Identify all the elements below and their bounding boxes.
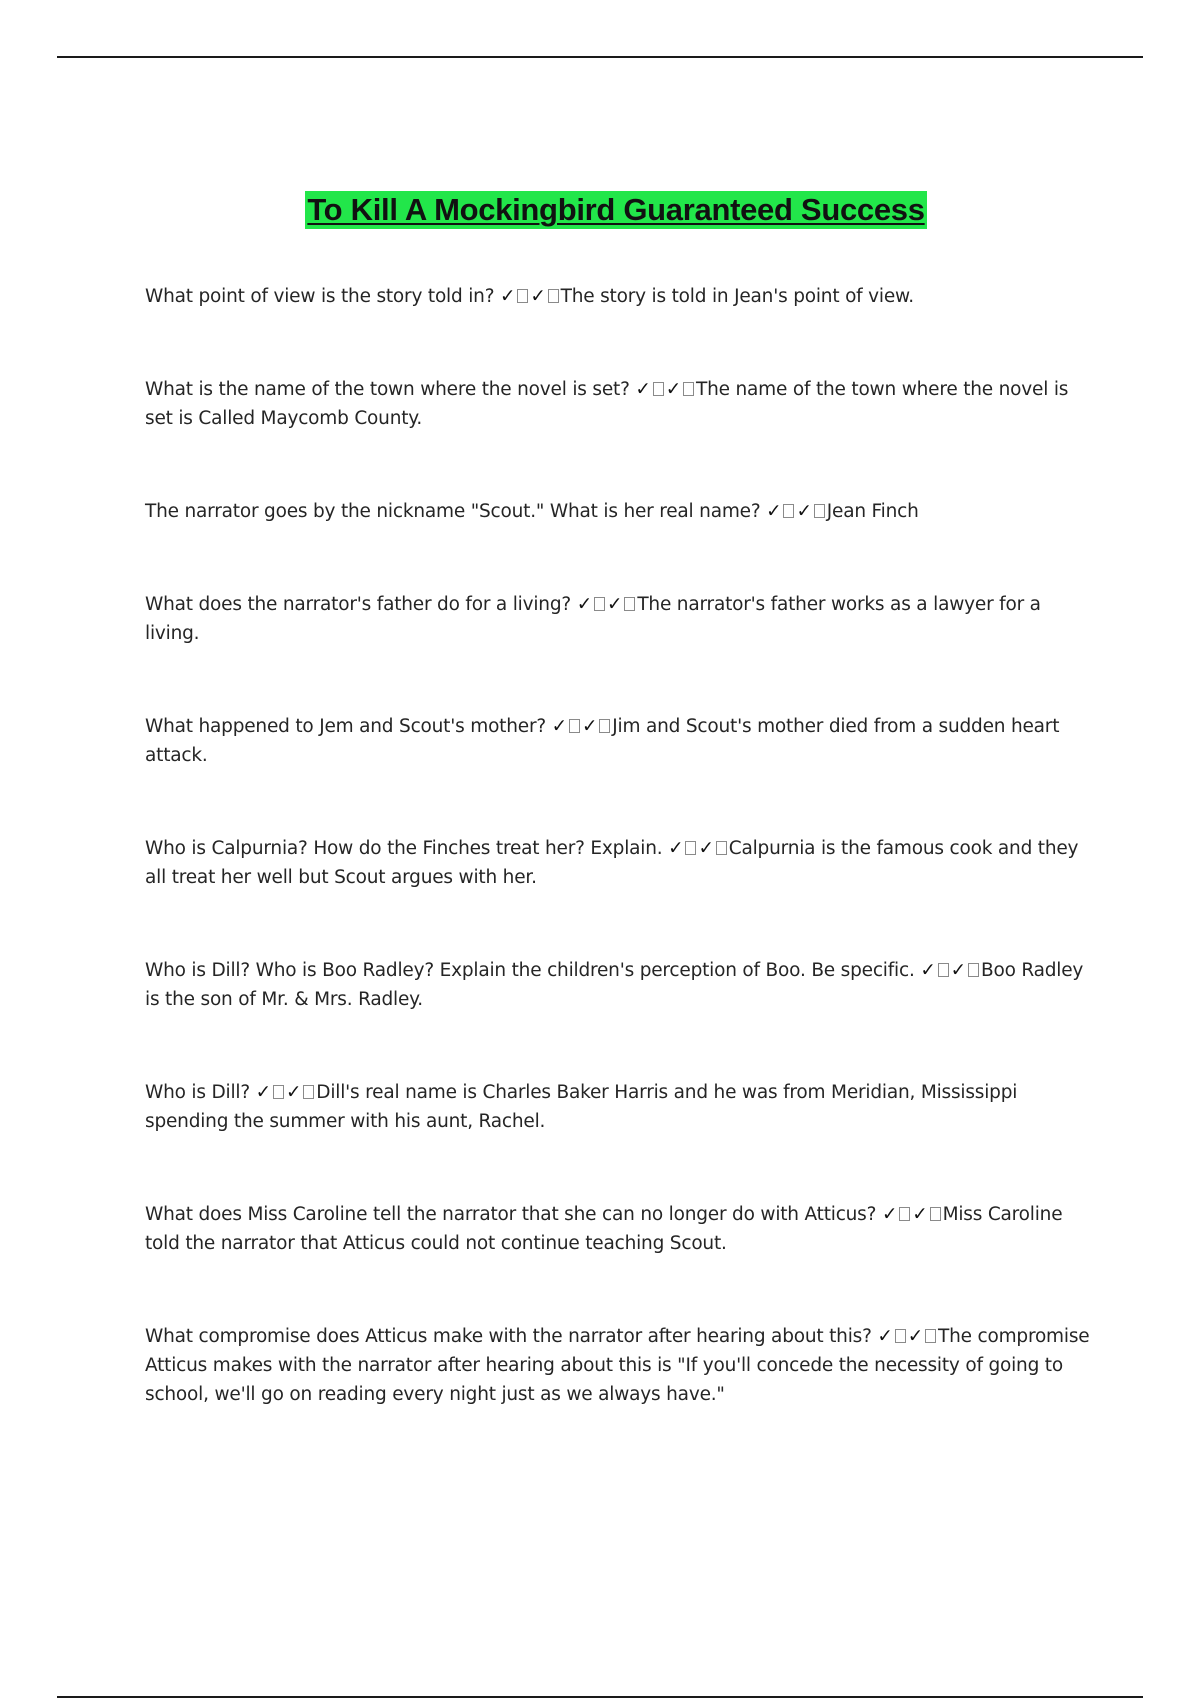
qa-item bbox=[145, 834, 1095, 892]
answer-text: Boo Radley is the son of Mr. & Mrs. Radley. bbox=[145, 960, 1084, 1010]
question-text: Who is Dill? Who is Boo Radley? Explain the children's perception of Boo. Be specific. bbox=[145, 960, 915, 981]
placeholder-box-icon bbox=[599, 719, 610, 733]
check-mark-icon: ✓ bbox=[912, 1204, 928, 1225]
check-mark-icon: ✓ bbox=[920, 960, 936, 981]
qa-item bbox=[145, 497, 1095, 526]
answer-text: Jim and Scout's mother died from a sudden heart attack. bbox=[145, 716, 1060, 766]
check-mark-icon: ✓ bbox=[950, 960, 966, 981]
question-text: What does the narrator's father do for a living? bbox=[145, 594, 571, 615]
placeholder-box-icon bbox=[925, 1329, 936, 1343]
answer-text: The story is told in Jean's point of view. bbox=[560, 286, 914, 307]
placeholder-box-icon bbox=[938, 963, 949, 977]
check-mark-icon: ✓ bbox=[255, 1082, 271, 1103]
check-mark-icon: ✓ bbox=[530, 286, 546, 307]
placeholder-box-icon bbox=[653, 382, 664, 396]
question-text: The narrator goes by the nickname "Scout." What is her real name? bbox=[145, 501, 761, 522]
placeholder-box-icon bbox=[814, 504, 825, 518]
qa-item bbox=[145, 590, 1095, 648]
placeholder-box-icon bbox=[685, 841, 696, 855]
check-mark-icon: ✓ bbox=[607, 594, 623, 615]
answer-text: Miss Caroline told the narrator that Atticus could not continue teaching Scout. bbox=[145, 1204, 1063, 1254]
answer-text: The name of the town where the novel is set is Called Maycomb County. bbox=[145, 379, 1069, 429]
question-text: What is the name of the town where the novel is set? bbox=[145, 379, 630, 400]
check-mark-icon: ✓ bbox=[551, 716, 567, 737]
check-mark-icon: ✓ bbox=[881, 1204, 898, 1225]
placeholder-box-icon bbox=[895, 1329, 906, 1343]
placeholder-box-icon bbox=[930, 1207, 941, 1221]
placeholder-box-icon bbox=[548, 289, 559, 303]
check-mark-icon: ✓ bbox=[665, 379, 681, 400]
placeholder-box-icon bbox=[683, 382, 694, 396]
check-mark-icon: ✓ bbox=[877, 1326, 893, 1347]
check-mark-icon: ✓ bbox=[635, 379, 651, 400]
question-text: What does Miss Caroline tell the narrator that she can no longer do with Atticus? bbox=[145, 1204, 877, 1225]
question-text: What compromise does Atticus make with the narrator after hearing about this? bbox=[145, 1326, 872, 1347]
placeholder-box-icon bbox=[783, 504, 794, 518]
qa-item bbox=[145, 1200, 1095, 1258]
check-mark-icon: ✓ bbox=[285, 1082, 302, 1103]
placeholder-box-icon bbox=[273, 1085, 284, 1099]
placeholder-box-icon bbox=[716, 841, 727, 855]
question-text: Who is Dill? bbox=[145, 1082, 250, 1103]
question-text: Who is Calpurnia? How do the Finches treat her? Explain. bbox=[145, 838, 663, 859]
qa-item bbox=[145, 375, 1095, 433]
answer-text: Jean Finch bbox=[826, 501, 919, 522]
document-title: To Kill A Mockingbird Guaranteed Success bbox=[307, 192, 925, 227]
placeholder-box-icon bbox=[899, 1207, 910, 1221]
check-mark-icon: ✓ bbox=[698, 838, 714, 859]
answer-text: The compromise Atticus makes with the narrator after hearing about this is "If you'll concede the necessity of going to school, we'll go on reading every night just as we always have." bbox=[145, 1326, 1090, 1405]
placeholder-box-icon bbox=[303, 1085, 314, 1099]
placeholder-box-icon bbox=[624, 597, 635, 611]
qa-item bbox=[145, 956, 1095, 1014]
answer-text: Dill's real name is Charles Baker Harris and he was from Meridian, Mississippi spending the summer with his aunt, Rachel. bbox=[145, 1082, 1018, 1132]
placeholder-box-icon bbox=[968, 963, 979, 977]
check-mark-icon: ✓ bbox=[668, 838, 684, 859]
placeholder-box-icon bbox=[594, 597, 605, 611]
check-mark-icon: ✓ bbox=[907, 1326, 923, 1347]
title-container bbox=[0, 191, 1200, 229]
check-mark-icon: ✓ bbox=[581, 716, 598, 737]
placeholder-box-icon bbox=[517, 289, 528, 303]
header-rule bbox=[57, 56, 1143, 58]
check-mark-icon: ✓ bbox=[500, 286, 516, 307]
answer-text: The narrator's father works as a lawyer for a living. bbox=[145, 594, 1041, 644]
placeholder-box-icon bbox=[569, 719, 580, 733]
qa-item bbox=[145, 1322, 1095, 1409]
footer-rule bbox=[57, 1696, 1143, 1698]
qa-list bbox=[145, 282, 1095, 1409]
check-mark-icon: ✓ bbox=[766, 501, 782, 522]
qa-item bbox=[145, 282, 1095, 311]
question-text: What happened to Jem and Scout's mother? bbox=[145, 716, 546, 737]
question-text: What point of view is the story told in? bbox=[145, 286, 495, 307]
answer-text: Calpurnia is the famous cook and they all treat her well but Scout argues with her. bbox=[145, 838, 1079, 888]
check-mark-icon: ✓ bbox=[796, 501, 812, 522]
qa-item bbox=[145, 712, 1095, 770]
check-mark-icon: ✓ bbox=[576, 594, 592, 615]
qa-item bbox=[145, 1078, 1095, 1136]
